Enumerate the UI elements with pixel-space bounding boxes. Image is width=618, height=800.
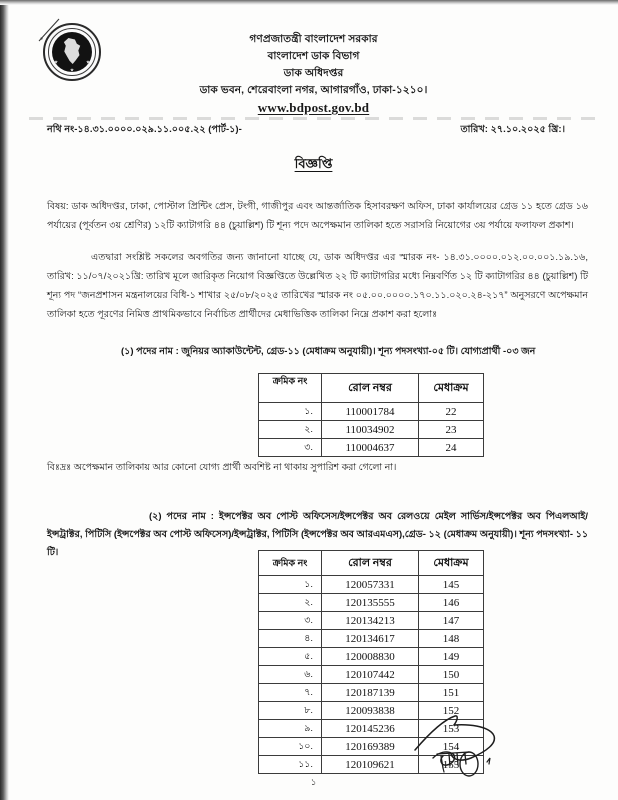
cell-roll: 110004637 <box>322 439 419 457</box>
cell-merit: 148 <box>419 630 484 648</box>
cell-roll: 120134213 <box>322 612 419 630</box>
cell-roll: 120093838 <box>322 702 419 720</box>
cell-serial: ৩. <box>259 439 322 457</box>
table-row <box>259 439 484 457</box>
table-row <box>259 648 484 666</box>
cell-merit: 150 <box>419 666 484 684</box>
column-header-roll: রোল নম্বর <box>322 374 419 403</box>
table-row <box>259 666 484 684</box>
document-meta-row <box>47 123 587 138</box>
cell-merit: 23 <box>419 421 484 439</box>
cell-roll: 120187139 <box>322 684 419 702</box>
document-date: তারিখ: ২৭.১০.২০২৫ খ্রি:। <box>460 124 565 135</box>
cell-roll: 120057331 <box>322 576 419 594</box>
body-paragraph: এতদ্বারা সংশ্লিষ্ট সকলের অবগতির জন্য জানানো যাচ্ছে যে, ডাক অধিদপ্তর এর স্মারক নং- ১৪.৩১.০০০০.০১২.০০.০০১.১৯.১৬, তারিখ: ১১/০৭/২০২১খ্রি: তারিখ মূলে জারিকৃত নিয়োগ বিজ্ঞপ্তিতে উল্লেখিত ২২ টি ক্যাটাগরির মধ্যে নিম্নবর্ণিত ১২ টি ক্যাটাগরির ৪৪ (চুয়াল্লিশ) টি শূন্য পদ “জনপ্রশাসন মন্ত্রনালয়ের বিধি-১ শাখার ২৫/০৮/২০২৫ তারিখের স্মারক নং ০৫.০০.০০০০.১৭০.১১.০২০.২৪-২১৭” অনুসরণে অপেক্ষমান তালিকা হতে পূরণের নিমিত্ত প্রাথমিকভাবে নির্বাচিত প্রার্থীদের মেধাভিত্তিক তালিকা নিম্নে প্রকাশ করা হলোঃ <box>47 252 588 320</box>
cell-serial: ৫. <box>259 648 322 666</box>
table-header-row <box>259 551 484 576</box>
table-row <box>259 684 484 702</box>
table-row <box>259 421 484 439</box>
cell-merit: 24 <box>419 439 484 457</box>
header-website-url[interactable]: www.bdpost.gov.bd <box>257 100 370 115</box>
header-line-directorate: ডাক অধিদপ্তর <box>283 67 344 79</box>
cell-serial: ৯. <box>259 720 322 738</box>
column-header-roll: রোল নম্বর <box>322 551 419 576</box>
document-content <box>9 5 618 800</box>
cell-merit: 155 <box>419 756 484 774</box>
cell-merit: 22 <box>419 403 484 421</box>
cell-roll: 120107442 <box>322 666 419 684</box>
section-1-note: বিঃদ্রঃ অপেক্ষমান তালিকায় আর কোনো যোগ্য প্রার্থী অবশিষ্ট না থাকায় সুপারিশ করা গেলো না। <box>47 461 397 472</box>
scan-artifact-line <box>29 117 599 120</box>
cell-merit: 154 <box>419 738 484 756</box>
file-number: নথি নং-১৪.৩১.০০০০.০২৯.১১.০০৫.২২ (পার্ট-১)- <box>47 124 242 135</box>
cell-merit: 145 <box>419 576 484 594</box>
cell-merit: 149 <box>419 648 484 666</box>
cell-roll: 110034902 <box>322 421 419 439</box>
section-2-heading: (২) পদের নাম : ইন্সপেক্টর অব পোস্ট অফিসেস/ইন্সপেক্টর অব রেলওয়ে মেইল সার্ভিস/ইন্সপেক্টর অব পিএলআই/ইন্সট্রাক্টর, পিটিসি (ইন্সপেক্টর অব পোস্ট অফিসেস)/ইন্সট্রাক্টর, পিটিসি (ইন্সপেক্টর অব আরএমএস),গ্রেড- ১২ (মেধাক্রম অনুযায়ী)। শূন্য পদসংখ্যা- ১১ টি। <box>47 511 588 558</box>
cell-merit: 152 <box>419 702 484 720</box>
cell-roll: 120145236 <box>322 720 419 738</box>
column-header-serial: ক্রমিক নং <box>259 374 322 403</box>
cell-serial: ২. <box>259 594 322 612</box>
cell-merit: 151 <box>419 684 484 702</box>
header-line-address: ডাক ভবন, শেরেবাংলা নগর, আগারগাঁও, ঢাকা-১২১০। <box>199 84 428 96</box>
cell-serial: ৮. <box>259 702 322 720</box>
paper-surface <box>9 5 618 800</box>
cell-serial: ৪. <box>259 630 322 648</box>
table-row <box>259 594 484 612</box>
cell-serial: ১. <box>259 403 322 421</box>
cell-serial: ৬. <box>259 666 322 684</box>
notice-title: বিজ্ঞপ্তি <box>294 156 333 171</box>
page-number: ১ <box>310 777 317 787</box>
cell-serial: ২. <box>259 421 322 439</box>
cell-roll: 120109621 <box>322 756 419 774</box>
table-row <box>259 612 484 630</box>
table-row <box>259 403 484 421</box>
cell-serial: ১০. <box>259 738 322 756</box>
cell-merit: 146 <box>419 594 484 612</box>
table-row <box>259 630 484 648</box>
header-line-department: বাংলাদেশ ডাক বিভাগ <box>267 50 360 62</box>
cell-roll: 120008830 <box>322 648 419 666</box>
cell-serial: ১. <box>259 576 322 594</box>
cell-roll: 120135555 <box>322 594 419 612</box>
scan-edge-shadow-left <box>0 0 9 800</box>
table-row <box>259 576 484 594</box>
section-1-heading: (১) পদের নাম : জুনিয়র অ্যাকাউন্টেন্ট, গ্রেড-১১ (মেধাক্রম অনুযায়ী)। শূন্য পদসংখ্যা-০৫ টি। যোগ্যপ্রার্থী -০৩ জন <box>121 346 536 357</box>
cell-serial: ৭. <box>259 684 322 702</box>
subject-line: বিষয়: ডাক অধিদপ্তর, ঢাকা, পোস্টাল প্রিন্টিং প্রেস, টংগী, গাজীপুর এবং আন্তর্জাতিক হিসাবরক্ষণ অফিস, ঢাকা কার্যালয়ের গ্রেড ১১ হতে গ্রেড ১৬ পর্যায়ের (পূর্বতন ৩য় শ্রেণির) ১২টি ক্যাটাগরি ৪৪ (চুয়াল্লিশ) টি শূন্য পদে অপেক্ষমান তালিকা হতে সরাসরি নিয়োগের ৩য় পর্যায়ে ফলাফল প্রকাশ। <box>47 201 588 231</box>
cell-merit: 147 <box>419 612 484 630</box>
column-header-serial: ক্রমিক নং <box>259 551 322 576</box>
section-1-result-table <box>258 373 484 457</box>
cell-roll: 120169389 <box>322 738 419 756</box>
handwritten-signature <box>413 710 563 782</box>
header-line-government: গণপ্রজাতন্ত্রী বাংলাদেশ সরকার <box>249 33 378 45</box>
cell-roll: 120134617 <box>322 630 419 648</box>
column-header-merit: মেধাক্রম <box>419 374 484 403</box>
column-header-merit: মেধাক্রম <box>419 551 484 576</box>
table-header-row <box>259 374 484 403</box>
cell-merit: 153 <box>419 720 484 738</box>
cell-serial: ৩. <box>259 612 322 630</box>
cell-roll: 110001784 <box>322 403 419 421</box>
cell-serial: ১১. <box>259 756 322 774</box>
